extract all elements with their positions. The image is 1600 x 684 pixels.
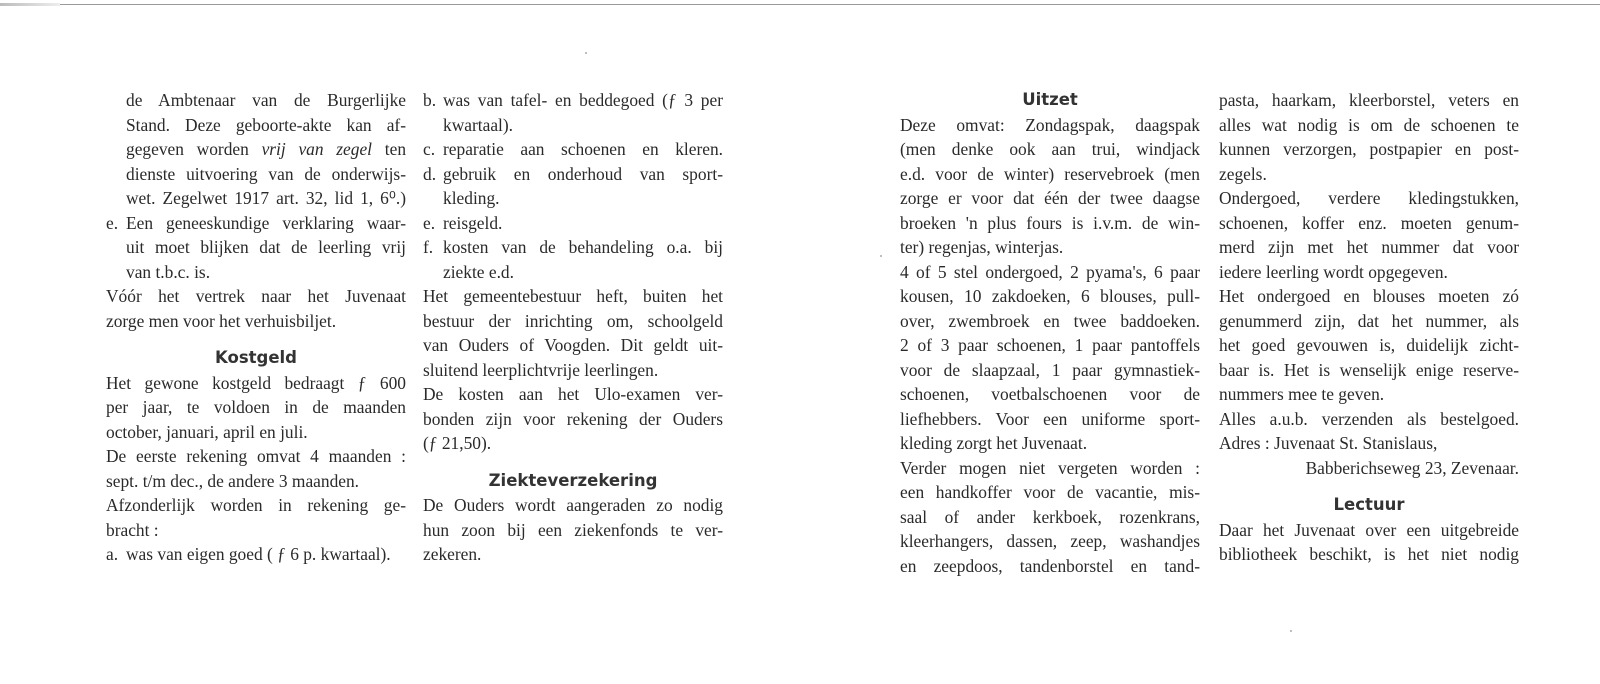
list-label: c. xyxy=(423,139,436,159)
text-line: het goed gevouwen is, duidelijk zicht- xyxy=(1219,335,1519,355)
text-line: ter) regenjas, winterjas. xyxy=(900,237,1064,257)
list-label: e. xyxy=(423,212,436,233)
text-line: reisgeld. xyxy=(443,212,503,233)
text-line: per jaar, te voldoen in de maanden xyxy=(106,397,406,417)
italic-phrase: vrij van zegel xyxy=(261,139,373,159)
text-line: genummerd zijn, dat het nummer, als xyxy=(1219,310,1519,331)
text-line: voor de slaapzaal, 1 paar gymnastiek- xyxy=(900,359,1200,380)
text-line: Adres : Juvenaat St. Stanislaus, xyxy=(1219,433,1438,453)
list-label: a. xyxy=(106,544,119,564)
list-item-c xyxy=(423,137,723,162)
list-item-a xyxy=(106,542,406,567)
text-line: kleding. xyxy=(443,188,500,208)
text-line: zorge er voor dat één der twee daagse xyxy=(900,188,1200,208)
text-line: Het gewone kostgeld bedraagt ƒ 600 xyxy=(106,372,406,393)
text-line: e.d. voor de winter) reservebroek (men xyxy=(900,163,1200,184)
text-line: was van tafel- en beddegoed (ƒ 3 per xyxy=(443,90,723,110)
text-line: bracht : xyxy=(106,519,159,540)
text-line: baar is. Het is wenselijk enige reserve- xyxy=(1219,359,1519,380)
section-heading-kostgeld: Kostgeld xyxy=(214,348,297,367)
text-line: Afzonderlijk worden in rekening ge- xyxy=(106,495,406,515)
text-line: uit moet blijken dat de leerling vrij xyxy=(126,237,406,257)
text-line: de Ambtenaar van de Burgerlijke xyxy=(126,90,406,110)
list-label: e. xyxy=(106,212,119,233)
text-line: bibliotheek beschikt, is het niet nodig xyxy=(1219,544,1519,564)
text-line: kunnen verzorgen, postpapier en post- xyxy=(1219,139,1519,159)
scan-speck xyxy=(880,255,882,257)
column-2 xyxy=(423,88,723,567)
text-line: Het ondergoed en blouses moeten zó xyxy=(1219,286,1519,306)
column-3 xyxy=(900,88,1200,578)
section-heading-uitzet: Uitzet xyxy=(1022,90,1078,109)
scan-speck xyxy=(585,52,587,54)
text-line: Een geneeskundige verklaring waar- xyxy=(126,212,406,233)
text-line: 2 of 3 paar schoenen, 1 paar pantoffels xyxy=(900,335,1200,355)
text-line: Stand. Deze geboorte-akte kan af- xyxy=(126,114,406,135)
text-line: Daar het Juvenaat over een uitgebreide xyxy=(1219,519,1519,540)
text-line: zekeren. xyxy=(423,544,482,564)
text-line: een handkoffer voor de vacantie, mis- xyxy=(900,482,1200,502)
text-line: bestuur der inrichting om, schoolgeld xyxy=(423,310,723,331)
text-line: De eerste rekening omvat 4 maanden : xyxy=(106,446,406,466)
scan-speck xyxy=(1290,630,1292,632)
text-line: was van eigen goed ( ƒ 6 p. kwartaal). xyxy=(126,544,391,564)
text-line: van t.b.c. is. xyxy=(126,261,211,282)
text-line: alles wat nodig is om de schoenen te xyxy=(1219,114,1519,135)
text-line: kwartaal). xyxy=(443,114,514,135)
text-line: kosten van de behandeling o.a. bij xyxy=(443,237,723,257)
text-line: broeken 'n plus fours is i.v.m. de win- xyxy=(900,212,1200,233)
text-line: Deze omvat: Zondagspak, daagspak xyxy=(900,114,1200,135)
text-line: bonden zijn voor rekening der Ouders xyxy=(423,408,723,429)
text-line: merd zijn met het nummer dat voor xyxy=(1219,237,1519,257)
text-line: (ƒ 21,50). xyxy=(423,433,492,453)
list-item-d xyxy=(423,162,723,211)
text-line: Vóór het vertrek naar het Juvenaat xyxy=(106,286,406,306)
text-line: en zeepdoos, tandenborstel en tand- xyxy=(900,555,1200,576)
text-line: van Ouders of Voogden. Dit geldt uit- xyxy=(423,335,723,355)
text-line: De kosten aan het Ulo-examen ver- xyxy=(423,384,723,404)
text-line: wet. Zegelwet 1917 art. 32, lid 1, 6⁰.) xyxy=(126,188,406,208)
text-line: liefhebbers. Voor een uniforme sport- xyxy=(900,408,1200,429)
text-line: iedere leerling wordt opgegeven. xyxy=(1219,261,1448,282)
list-label: f. xyxy=(423,237,434,257)
scan-edge-line xyxy=(0,4,1600,5)
text-line: zorge men voor het verhuisbiljet. xyxy=(106,310,337,331)
text-line: saal of ander kerkboek, rozenkrans, xyxy=(900,506,1200,527)
address-line: Babberichseweg 23, Zevenaar. xyxy=(1305,457,1519,478)
text-line: schoenen, koffer enz. moeten genum- xyxy=(1219,212,1519,233)
list-label: d. xyxy=(423,163,437,184)
list-item-e xyxy=(106,211,406,285)
list-item-f xyxy=(423,235,723,284)
section-heading-lectuur: Lectuur xyxy=(1333,495,1405,514)
text-line: schoenen, voetbalschoenen voor de xyxy=(900,384,1200,404)
text-line: Het gemeentebestuur heft, buiten het xyxy=(423,286,723,306)
list-label: b. xyxy=(423,90,437,110)
text-line: hun zoon bij een ziekenfonds te ver- xyxy=(423,519,723,540)
text-fragment: gegeven worden xyxy=(126,139,262,159)
text-line xyxy=(106,137,406,162)
text-line: Alles a.u.b. verzenden als bestelgoed. xyxy=(1219,408,1519,429)
column-1 xyxy=(106,88,406,567)
text-line: 4 of 5 stel ondergoed, 2 pyama's, 6 paar xyxy=(900,261,1200,282)
text-line: Verder mogen niet vergeten worden : xyxy=(900,457,1200,478)
text-line: dienste uitvoering van de onderwijs- xyxy=(126,163,406,184)
text-line: (men denke ook aan trui, windjack xyxy=(900,139,1200,159)
text-line: kleding zorgt het Juvenaat. xyxy=(900,433,1088,453)
text-line: Ondergoed, verdere kledingstukken, xyxy=(1219,188,1519,208)
text-line: De Ouders wordt aangeraden zo nodig xyxy=(423,495,723,515)
list-item-e xyxy=(423,211,723,236)
text-line: october, januari, april en juli. xyxy=(106,421,308,442)
text-line: over, zwembroek en twee baddoeken. xyxy=(900,310,1200,331)
text-line: zegels. xyxy=(1219,163,1267,184)
text-line: ziekte e.d. xyxy=(443,261,514,282)
text-line: kousen, 10 zakdoeken, 6 blouses, pull- xyxy=(900,286,1200,306)
text-line: pasta, haarkam, kleerborstel, veters en xyxy=(1219,90,1519,110)
text-line: sept. t/m dec., de andere 3 maanden. xyxy=(106,470,360,491)
column-4 xyxy=(1219,88,1519,567)
scan-edge-mark xyxy=(0,3,60,6)
section-heading-ziekteverzekering: Ziekteverzekering xyxy=(488,470,658,490)
text-line: nummers mee te geven. xyxy=(1219,384,1385,404)
text-line: gebruik en onderhoud van sport- xyxy=(443,163,723,184)
text-line: reparatie aan schoenen en kleren. xyxy=(443,139,723,159)
text-line: kleerhangers, dassen, zeep, washandjes xyxy=(900,531,1200,551)
text-line: sluitend leerplichtvrije leerlingen. xyxy=(423,359,659,380)
text-fragment: ten xyxy=(372,139,407,159)
list-item-b xyxy=(423,88,723,137)
